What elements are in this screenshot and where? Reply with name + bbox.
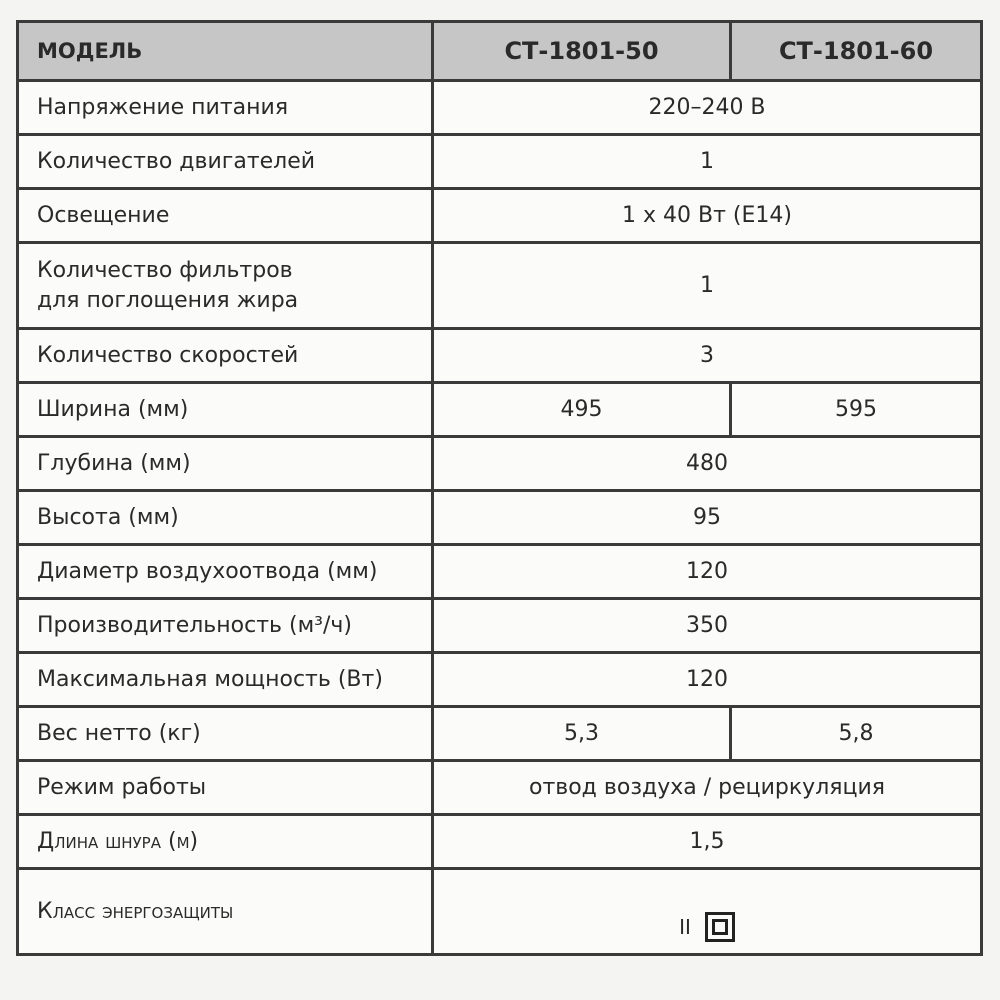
row-label-filters bbox=[18, 243, 433, 329]
row-value-protection-class bbox=[433, 869, 982, 955]
row-label-mode: Режим работы bbox=[18, 761, 433, 815]
row-label-height: Высота (мм) bbox=[18, 491, 433, 545]
table-row bbox=[18, 329, 982, 383]
table-row bbox=[18, 189, 982, 243]
table-row bbox=[18, 81, 982, 135]
row-value-capacity: 350 bbox=[433, 599, 982, 653]
table-row bbox=[18, 599, 982, 653]
row-label-voltage: Напряжение питания bbox=[18, 81, 433, 135]
row-value-mode: отвод воздуха / рециркуляция bbox=[433, 761, 982, 815]
table-row bbox=[18, 869, 982, 955]
row-value-width-60: 595 bbox=[731, 383, 982, 437]
row-value-height: 95 bbox=[433, 491, 982, 545]
row-value-lighting: 1 x 40 Вт (Е14) bbox=[433, 189, 982, 243]
protection-class-numeral: II bbox=[679, 914, 691, 939]
table-row bbox=[18, 707, 982, 761]
table-row bbox=[18, 383, 982, 437]
row-value-duct-diameter: 120 bbox=[433, 545, 982, 599]
row-value-net-weight-50: 5,3 bbox=[433, 707, 731, 761]
model-60-header: СТ-1801-60 bbox=[731, 22, 982, 81]
table-header-row bbox=[18, 22, 982, 81]
row-value-depth: 480 bbox=[433, 437, 982, 491]
row-value-motors: 1 bbox=[433, 135, 982, 189]
row-value-net-weight-60: 5,8 bbox=[731, 707, 982, 761]
row-label-cord-length: Длина шнура (м) bbox=[18, 815, 433, 869]
table-row bbox=[18, 653, 982, 707]
row-label-width: Ширина (мм) bbox=[18, 383, 433, 437]
table-row bbox=[18, 491, 982, 545]
row-label-capacity: Производительность (м³/ч) bbox=[18, 599, 433, 653]
row-label-protection-class: Класс энергозащиты bbox=[18, 869, 433, 955]
row-value-filters: 1 bbox=[433, 243, 982, 329]
row-value-cord-length: 1,5 bbox=[433, 815, 982, 869]
row-label-net-weight: Вес нетто (кг) bbox=[18, 707, 433, 761]
table-row bbox=[18, 243, 982, 329]
row-label-filters-line2: для поглощения жира bbox=[37, 287, 299, 313]
double-insulation-icon bbox=[705, 912, 735, 942]
row-value-max-power: 120 bbox=[433, 653, 982, 707]
row-label-speeds: Количество скоростей bbox=[18, 329, 433, 383]
table-row bbox=[18, 545, 982, 599]
row-label-motors: Количество двигателей bbox=[18, 135, 433, 189]
row-value-voltage: 220–240 В bbox=[433, 81, 982, 135]
spec-sheet bbox=[16, 20, 980, 960]
row-value-speeds: 3 bbox=[433, 329, 982, 383]
row-label-max-power: Максимальная мощность (Вт) bbox=[18, 653, 433, 707]
table-row bbox=[18, 135, 982, 189]
spec-table bbox=[16, 20, 983, 956]
table-row bbox=[18, 761, 982, 815]
row-label-depth: Глубина (мм) bbox=[18, 437, 433, 491]
model-50-header: СТ-1801-50 bbox=[433, 22, 731, 81]
table-row bbox=[18, 437, 982, 491]
row-label-duct-diameter: Диаметр воздухоотвода (мм) bbox=[18, 545, 433, 599]
table-row bbox=[18, 815, 982, 869]
row-value-width-50: 495 bbox=[433, 383, 731, 437]
model-label: МОДЕЛЬ bbox=[18, 22, 433, 81]
row-label-filters-line1: Количество фильтров bbox=[37, 257, 293, 283]
row-label-lighting: Освещение bbox=[18, 189, 433, 243]
